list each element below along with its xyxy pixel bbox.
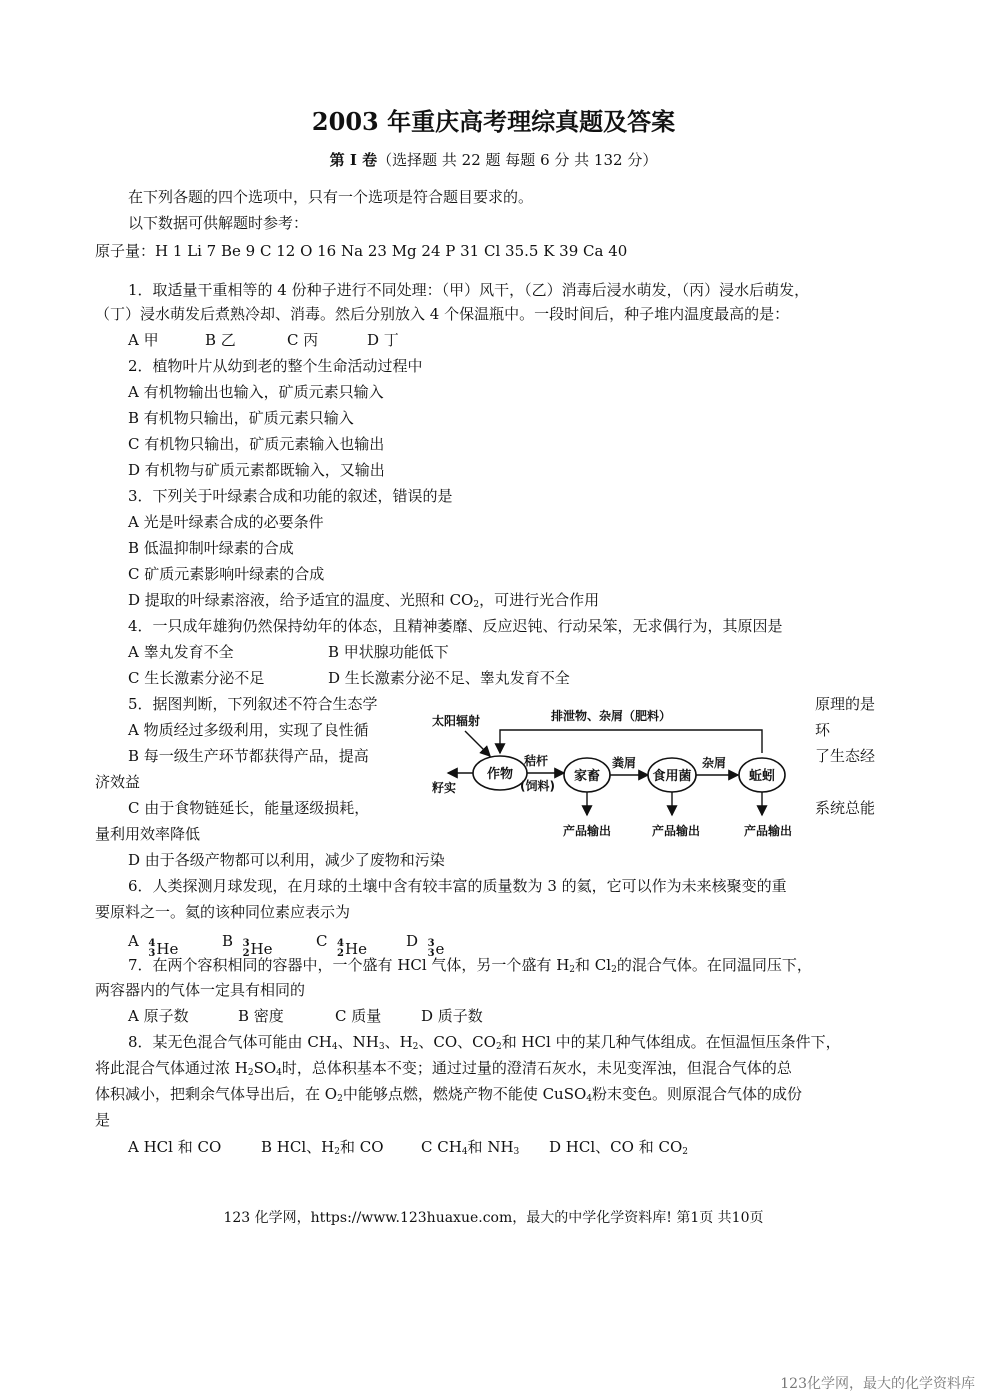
q4-option-d: D 生长激素分泌不足、睾丸发育不全 [328,669,570,687]
q5-option-a-left: A 物质经过多级利用，实现了良性循 [128,721,369,739]
intro-line-2: 以下数据可供解题时参考： [128,214,309,232]
q5-option-b-left: B 每一级生产环节都获得产品，提高 [128,747,369,765]
q5-option-b-right: 了生态经 [815,747,876,765]
crop-label: 作物 [486,767,514,782]
q8-option-b: B HCl、$H_2$和 CO [261,1138,384,1157]
q1-option-d: D 丁 [367,331,399,349]
q8-stem-line-3: 体积减小，把剩余气体导出后，在 $O_2$中能够点燃，燃烧产物不能使 CuSO$_4$粉末变色。则原混合气体的成份 [95,1085,803,1104]
section-header [0,150,987,170]
q1-option-b: B 乙 [205,331,236,349]
q1-stem-line-1: 1．取适量干重相等的 4 份种子进行不同处理：（甲）风干，（乙）消毒后浸水萌发，（丙）浸水后萌发， [128,281,810,299]
intro-line-1: 在下列各题的四个选项中，只有一个选项是符合题目要求的。 [128,188,534,206]
q4-options-row-1 [128,642,449,662]
q8-options [128,1137,688,1157]
q2-stem: 2．植物叶片从幼到老的整个生命活动过程中 [128,357,423,375]
q8-option-c: C $CH_4$和 $NH_3$ [421,1138,520,1157]
q8-stem-line-1: 8．某无色混合气体可能由 $CH_4$、$NH_3$、$H_2$、CO、$CO_2$和 HCl 中的某几种气体组成。在恒温恒压条件下， [128,1033,841,1052]
product-output-label-2: 产品输出 [651,824,701,838]
q2-option-d: D 有机物与矿质元素都既输入，又输出 [128,461,385,479]
product-output-label-3: 产品输出 [743,824,793,838]
section-description: （选择题 共 22 题 每题 6 分 共 132 分） [377,151,658,169]
q5-option-b-cont: 济效益 [95,773,141,791]
q1-options [128,330,399,350]
q6-option-d: D 3 3 e [406,932,445,959]
q5-option-c-cont: 量利用效率降低 [95,825,201,843]
grain-label: 籽实 [432,781,457,795]
debris-label: 杂屑 [702,756,727,770]
q5-option-a-right: 环 [815,721,831,739]
feed-label: (饲料) [520,779,555,793]
q2-option-b: B 有机物只输出，矿质元素只输入 [128,409,354,427]
q2-option-a: A 有机物输出也输入，矿质元素只输入 [128,383,384,401]
product-output-label-1: 产品输出 [562,824,612,838]
watermark-text: 123化学网，最大的化学资料库 [780,1376,975,1392]
q5-stem-left: 5．据图判断，下列叙述不符合生态学 [128,695,378,713]
q6-stem-line-2: 要原料之一。氦的该种同位素应表示为 [95,903,351,921]
livestock-label: 家畜 [573,769,601,784]
page-title: 2003 年重庆高考理综真题及答案 [311,107,676,136]
q3-option-d: D 提取的叶绿素溶液，给予适宜的温度、光照和 $CO_2$，可进行光合作用 [128,591,600,610]
q8-stem-line-2: 将此混合气体通过浓 $H_2SO_4$时，总体积基本不变；通过过量的澄清石灰水，未见变浑浊，但混合气体的总 [95,1059,792,1078]
q8-option-a: A HCl 和 CO [128,1138,222,1156]
q5-option-d: D 由于各级产物都可以利用，减少了废物和污染 [128,851,445,869]
q6-option-a: A 4 3 He [128,932,179,959]
q3-option-a: A 光是叶绿素合成的必要条件 [128,513,324,531]
q7-option-b: B 密度 [238,1007,284,1025]
page-footer: 123 化学网，https://www.123huaxue.com，最大的中学化学资料库! 第1页 共10页 [223,1210,764,1226]
q6-option-c: C 4 2 He [316,932,367,959]
fungi-label: 食用菌 [652,769,692,784]
q3-option-b: B 低温抑制叶绿素的合成 [128,539,294,557]
q5-option-c-right: 系统总能 [815,799,876,817]
q7-option-d: D 质子数 [421,1007,483,1025]
q4-options-row-2 [128,668,570,688]
q3-stem: 3．下列关于叶绿素合成和功能的叙述，错误的是 [128,487,453,505]
section-volume: 第 I 卷 [329,151,378,169]
q7-option-a: A 原子数 [128,1007,189,1025]
q7-options [128,1006,483,1026]
q6-option-b: B 3 2 He [222,932,273,959]
q5-stem-right: 原理的是 [815,695,876,713]
ecosystem-flow-diagram [420,703,810,843]
manure-label: 粪屑 [612,756,637,770]
q4-stem: 4．一只成年雄狗仍然保持幼年的体态，且精神萎靡、反应迟钝、行动呆笨，无求偶行为，其原因是 [128,617,783,635]
q6-stem-line-1: 6．人类探测月球发现，在月球的土壤中含有较丰富的质量数为 3 的氦，它可以作为未来核聚变的重 [128,877,787,895]
earthworm-label: 蚯蚓 [748,769,776,784]
q1-option-c: C 丙 [287,331,319,349]
q4-option-b: B 甲状腺功能低下 [328,643,449,661]
q3-option-c: C 矿质元素影响叶绿素的合成 [128,565,325,583]
q7-option-c: C 质量 [335,1007,382,1025]
waste-fertilizer-label: 排泄物、杂屑（肥料） [551,709,672,723]
atomic-mass-line: 原子量：H 1 Li 7 Be 9 C 12 O 16 Na 23 Mg 24 P 31 Cl 35.5 K 39 Ca 40 [95,242,628,260]
q5-option-c-left: C 由于食物链延长，能量逐级损耗， [128,799,370,817]
q1-option-a: A 甲 [128,331,159,349]
q7-stem-line-2: 两容器内的气体一定具有相同的 [95,981,306,999]
q7-stem-line-1: 7．在两个容积相同的容器中，一个盛有 HCl 气体，另一个盛有 $H_2$和 $Cl_2$的混合气体。在同温同压下， [128,956,812,975]
q1-stem-line-2: （丁）浸水萌发后煮熟冷却、消毒。然后分别放入 4 个保温瓶中。一段时间后，种子堆内温度最高的是： [95,305,790,323]
q4-option-c: C 生长激素分泌不足 [128,669,265,687]
straw-label: 秸杆 [524,754,549,768]
waste-return-line [500,730,762,753]
q2-option-c: C 有机物只输出，矿质元素输入也输出 [128,435,385,453]
q4-option-a: A 睾丸发育不全 [128,643,234,661]
q8-stem-line-4: 是 [95,1111,111,1129]
sun-to-crop-arrow [465,731,490,756]
q8-option-d: D HCl、CO 和 $CO_2$ [549,1138,688,1157]
sun-radiation-label: 太阳辐射 [432,714,481,728]
